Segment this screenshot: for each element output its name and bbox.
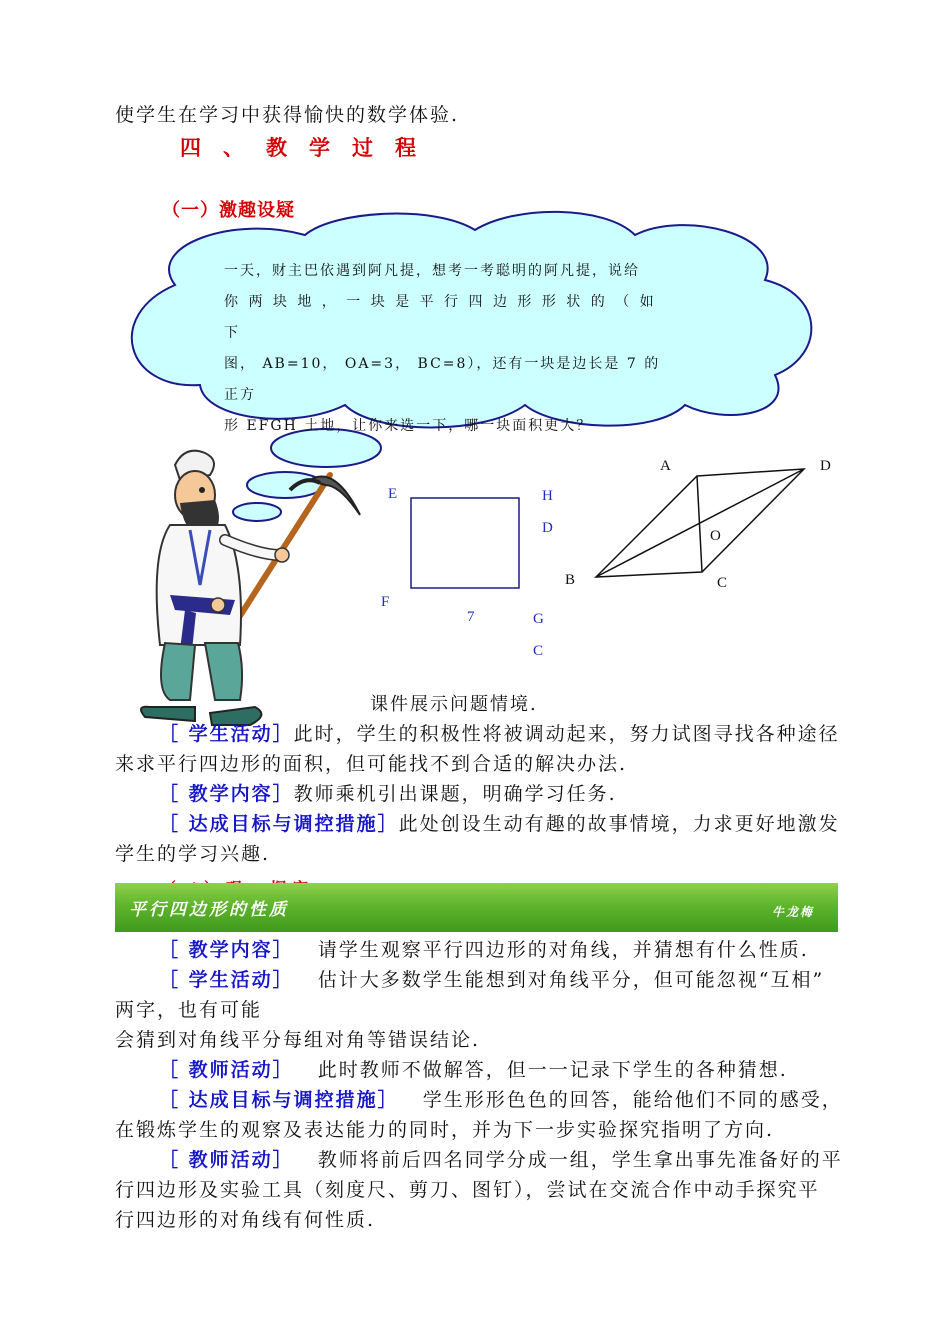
banner-title: 平行四边形的性质	[129, 900, 289, 920]
para-continuation: 在锻炼学生的观察及表达能力的同时，并为下一步实验探究指明了方向.	[115, 1119, 775, 1141]
para-text: 教师将前后四名同学分成一组，学生拿出事先准备好的平	[317, 1149, 843, 1171]
tag-label: ［ 教师活动］	[159, 1059, 294, 1081]
para-teacher-activity-2	[115, 1055, 845, 1085]
para-text: 请学生观察平行四边形的对角线，并猜想有什么性质.	[317, 939, 809, 961]
tag-label: ［ 达成目标与调控措施］	[159, 813, 399, 835]
square-label-d: D	[542, 520, 553, 536]
banner-author: 牛龙梅	[771, 905, 814, 919]
tag-label: ［ 教师活动］	[159, 1149, 294, 1171]
slide-banner	[115, 883, 838, 932]
para-goals-measures	[115, 809, 845, 839]
cloud-line-2: 你 两 块 地 ， 一 块 是 平 行 四 边 形 形 状 的 （ 如 下	[224, 294, 657, 341]
tag-label: ［ 达成目标与调控措施］	[159, 1089, 399, 1111]
square-label-g: G	[533, 611, 544, 627]
intro-line: 使学生在学习中获得愉快的数学体验.	[115, 104, 460, 126]
para-goals-measures-2	[115, 1085, 845, 1115]
cloud-line-4: 形 EFGH 土地，让你来选一下，哪一块面积更大？	[224, 418, 593, 434]
para-text: 估计大多数学生能想到对角线平分，但可能忽视“互相”	[317, 969, 825, 991]
para-continuation: 学生的学习兴趣.	[115, 843, 271, 865]
square-side-length: 7	[467, 609, 475, 625]
para-student-activity-2	[115, 965, 845, 995]
tag-label: ［ 学生活动］	[159, 723, 294, 745]
square-label-h: H	[542, 488, 553, 504]
diagonal-bd	[596, 469, 804, 577]
afanti-character-illustration	[130, 445, 370, 730]
parallelogram-abcd-figure	[590, 462, 820, 587]
square-label-f: F	[381, 594, 390, 610]
para-label-c: C	[717, 575, 728, 591]
para-continuation: 两字，也有可能	[115, 999, 263, 1021]
para-continuation: 行四边形的对角线有何性质.	[115, 1209, 376, 1231]
para-label-o: O	[710, 528, 721, 544]
square-efgh-figure	[405, 492, 530, 592]
paragraph-block-2	[115, 935, 845, 1235]
square-label-e: E	[388, 486, 398, 502]
para-continuation: 来求平行四边形的面积，但可能找不到合适的解决办法.	[115, 753, 628, 775]
para-text: 此处创设生动有趣的故事情境，力求更好地激发	[398, 813, 840, 835]
square-label-c: C	[533, 643, 544, 659]
para-continuation: 行四边形及实验工具（刻度尺、剪刀、图钉），尝试在交流合作中动手探究平	[115, 1179, 820, 1201]
cloud-line-3: 图， AB=10， OA=3， BC=8），还有一块是边长是 7 的正方	[224, 356, 661, 403]
para-label-b: B	[565, 572, 576, 588]
para-student-activity	[115, 719, 845, 749]
para-text: 学生形形色色的回答，能给他们不同的感受，	[422, 1089, 843, 1111]
sub-title-hook: （一）激趣设疑	[162, 200, 295, 221]
tag-label: ［ 教学内容］	[159, 939, 294, 961]
para-label-d: D	[820, 458, 831, 474]
paragraph-block-1	[115, 719, 845, 869]
para-label-a: A	[660, 458, 671, 474]
cloud-text	[224, 256, 664, 442]
para-teaching-content-2	[115, 935, 845, 965]
para-text: 教师乘机引出课题，明确学习任务.	[293, 783, 617, 805]
para-teacher-activity-3	[115, 1145, 845, 1175]
square-shape	[411, 498, 519, 588]
figure-caption: 课件展示问题情境.	[370, 694, 538, 715]
para-teaching-content	[115, 779, 845, 809]
section-title: 四、教学过程	[180, 135, 438, 160]
para-text: 此时教师不做解答，但一一记录下学生的各种猜想.	[317, 1059, 788, 1081]
para-continuation: 会猜到对角线平分每组对角等错误结论.	[115, 1029, 481, 1051]
cloud-line-1: 一天，财主巴依遇到阿凡提，想考一考聪明的阿凡提，说给	[224, 263, 640, 279]
tag-label: ［ 教学内容］	[159, 783, 294, 805]
para-text: 此时，学生的积极性将被调动起来，努力试图寻找各种途径	[293, 723, 840, 745]
tag-label: ［ 学生活动］	[159, 969, 294, 991]
